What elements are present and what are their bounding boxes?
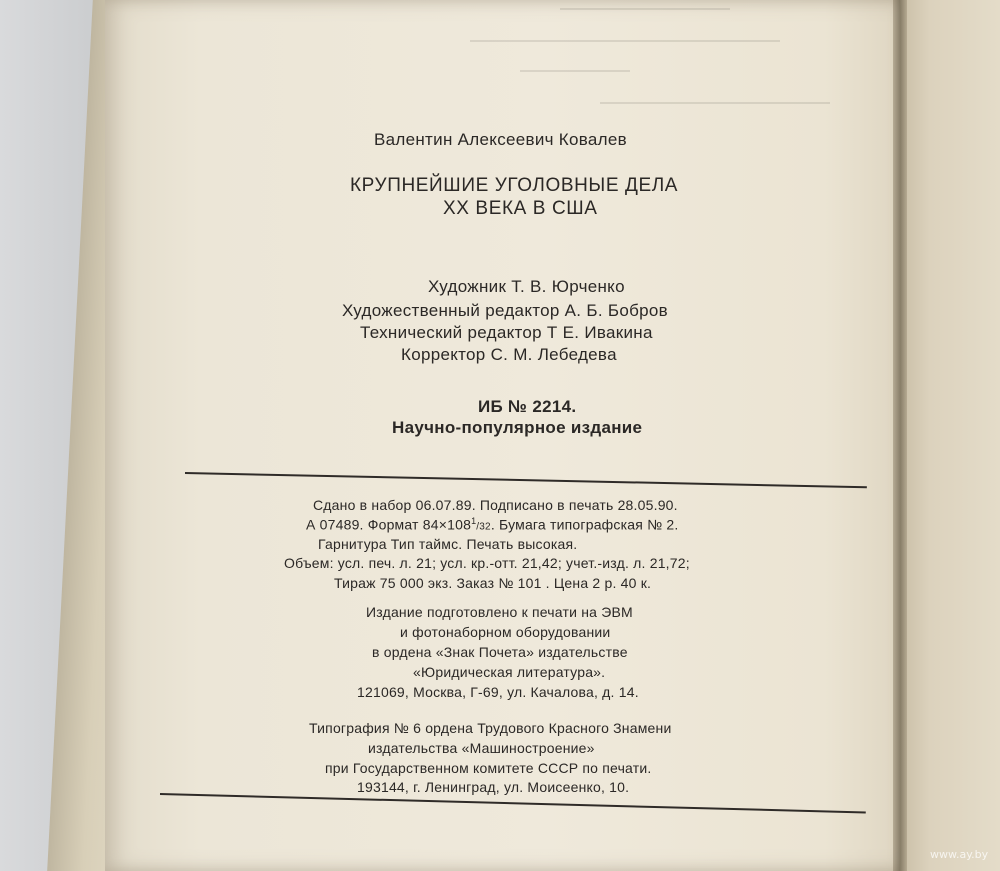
imprint-line: Гарнитура Тип таймс. Печать высокая.	[318, 536, 578, 552]
credit-proofreader: Корректор С. М. Лебедева	[401, 345, 617, 364]
imprint-format-line	[306, 516, 678, 533]
printer-address: 193144, г. Ленинград, ул. Моисеенко, 10.	[357, 779, 630, 795]
show-through-mark	[470, 40, 780, 42]
edition-kind: Научно-популярное издание	[392, 418, 643, 437]
book-title-line-2: XX ВЕКА В США	[443, 198, 598, 219]
imprint-line: Объем: усл. печ. л. 21; усл. кр.-отт. 21,42; учет.-изд. л. 21,72;	[284, 555, 690, 571]
facing-page	[900, 0, 1000, 871]
credit-art-editor: Художественный редактор А. Б. Бобров	[342, 301, 668, 320]
printer-line: при Государственном комитете СССР по печати.	[325, 760, 652, 776]
show-through-mark	[600, 102, 830, 104]
imprint-format-sup: 1	[471, 516, 477, 526]
credit-technical-editor: Технический редактор Т Е. Ивакина	[360, 323, 653, 342]
imprint-line: Тираж 75 000 экз. Заказ № 101 . Цена 2 р. 40 к.	[334, 575, 652, 591]
publisher-line: «Юридическая литература».	[413, 664, 606, 680]
publisher-line: Издание подготовлено к печати на ЭВМ	[366, 604, 633, 620]
publisher-line: и фотонаборном оборудовании	[400, 624, 611, 640]
printer-line: Типография № 6 ордена Трудового Красного Знамени	[309, 720, 672, 736]
imprint-format-sub: /32	[476, 521, 491, 533]
book-title-line-1: КРУПНЕЙШИЕ УГОЛОВНЫЕ ДЕЛА	[350, 175, 679, 196]
imprint-format-suffix: . Бумага типографская № 2.	[490, 516, 679, 533]
imprint-format-prefix: А 07489. Формат 84×108	[306, 516, 472, 533]
credit-artist: Художник Т. В. Юрченко	[428, 277, 625, 296]
show-through-mark	[520, 70, 630, 72]
author-name: Валентин Алексеевич Ковалев	[374, 130, 627, 149]
show-through-mark	[560, 8, 730, 10]
imprint-line: Сдано в набор 06.07.89. Подписано в печать 28.05.90.	[313, 497, 678, 513]
ib-number: ИБ № 2214.	[478, 397, 577, 416]
book-gutter	[893, 0, 907, 871]
watermark: www.ay.by	[930, 848, 989, 861]
publisher-line: в ордена «Знак Почета» издательстве	[372, 644, 628, 660]
printer-line: издательства «Машиностроение»	[368, 740, 595, 756]
publisher-address: 121069, Москва, Г-69, ул. Качалова, д. 14.	[357, 684, 639, 700]
